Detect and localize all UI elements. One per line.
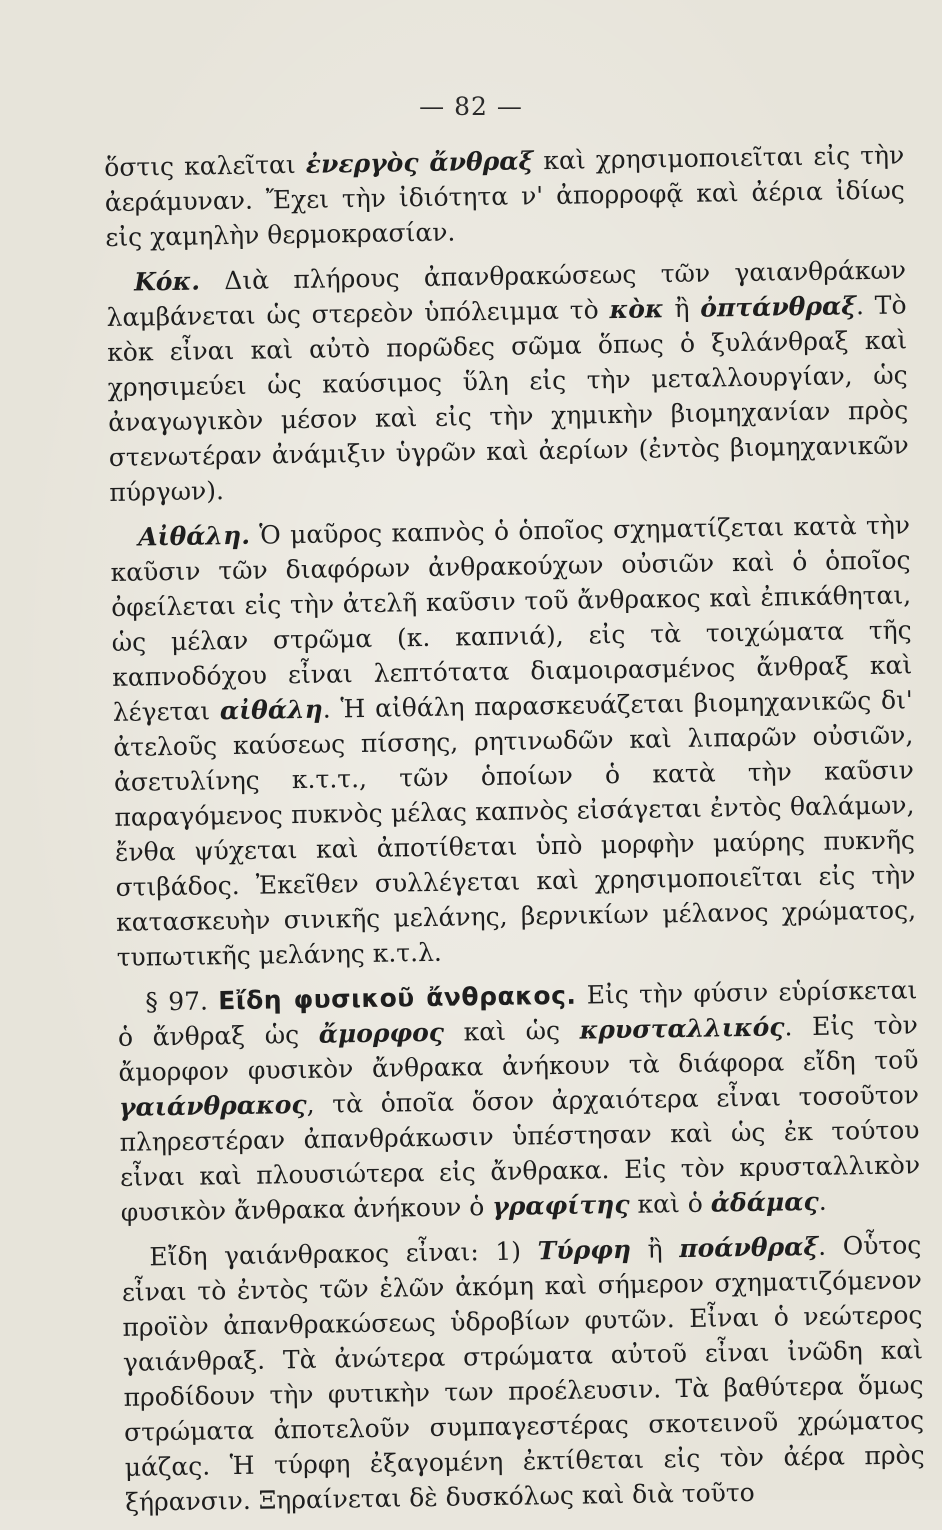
section-number: § 97. bbox=[145, 986, 209, 1017]
paragraph-peat bbox=[121, 1227, 925, 1520]
text-run: καὶ χρησιμοποιεῖται εἰς τὴν ἀεράμυναν. Ἔχει τὴν ἰδιότητα ν' ἀπορροφᾷ καὶ ἀέρια ἰδίως εἰς χαμηλὴν θερμοκρασίαν. bbox=[104, 140, 905, 252]
paragraph-coke bbox=[106, 252, 910, 510]
term-active-carbon: ἐνεργὸς ἄνθραξ bbox=[305, 146, 534, 179]
text-run: , τὰ ὁποῖα ὅσον ἀρχαιότερα εἶναι τοσοῦτον πληρεστέραν ἀπανθράκωσιν ὑπέστησαν καὶ ὡς ἐκ τούτου εἶναι καὶ πλουσιώτερα εἰς ἄνθρακα. Εἰς τὸν κρυσταλλικὸν φυσικὸν ἄνθρακα ἀνήκουν ὁ bbox=[119, 1080, 921, 1227]
term-coal: γαιάνθρακος bbox=[118, 1089, 307, 1122]
paragraph-active-carbon bbox=[104, 137, 906, 255]
term-amorphous: ἄμορφος bbox=[318, 1017, 445, 1049]
text-run: . bbox=[818, 1186, 827, 1216]
text-run: Εἰς τὴν φύσιν εὑρίσκεται ὁ ἄνθραξ ὡς bbox=[117, 975, 918, 1052]
text-run: . Τὸ κὸκ εἶναι καὶ αὐτὸ πορῶδες σῶμα ὅπως ὁ ξυλάνθραξ καὶ χρησιμεύει ὡς καύσιμος ὕλη εἰς τὴν μεταλλουργίαν, ὡς ἀναγωγικὸν μέσον καὶ εἰς τὴν χημικὴν βιομηχανίαν πρὸς στενωτέραν ἀνάμιξιν ὑγρῶν καὶ ἀερίων (ἐντὸς βιομηχανικῶν πύργων). bbox=[106, 290, 909, 507]
text-run: ὅστις καλεῖται bbox=[104, 149, 307, 182]
term-soot: αἰθάλη bbox=[219, 694, 324, 726]
text-run: καὶ ὁ bbox=[629, 1188, 712, 1219]
page-number: — 82 — bbox=[419, 92, 523, 121]
term-graphite: γραφίτης bbox=[492, 1189, 630, 1222]
term-peat: Τύρφη bbox=[537, 1234, 632, 1266]
term-crystalline: κρυσταλλικός bbox=[579, 1012, 785, 1045]
text-run: ἢ bbox=[630, 1234, 680, 1264]
text-run: καὶ ὡς bbox=[443, 1015, 580, 1047]
heading-soot: Αἰθάλη. bbox=[137, 520, 251, 552]
text-run: Εἴδη γαιάνθρακος εἶναι: 1) bbox=[149, 1236, 538, 1272]
paragraph-section-97 bbox=[117, 972, 921, 1230]
body-text bbox=[104, 137, 926, 1529]
text-run: . Οὗτος εἶναι τὸ ἐντὸς τῶν ἑλῶν ἀκόμη καὶ σήμερον σχηματιζόμενον προϊὸν ἀπανθρακώσεως ὑδροβίων φυτῶν. Εἶναι ὁ νεώτερος γαιάνθραξ. Τὰ ἀνώτερα στρώματα αὐτοῦ εἶναι ἰνῶδη καὶ προδίδουν τὴν φυτικὴν των προέλευσιν. Τὰ βαθύτερα ὅμως στρώματα ἀποτελοῦν συμπαγεστέρας σκοτεινοῦ χρώματος μάζας. Ἡ τύρφη ἐξαγομένη ἐκτίθεται εἰς τὸν ἀέρα πρὸς ξήρανσιν. Ξηραίνεται δὲ δυσκόλως καὶ διὰ τοῦτο bbox=[121, 1230, 925, 1517]
heading-coke: Κόκ. bbox=[133, 266, 201, 297]
section-title: Εἴδη φυσικοῦ ἄνθρακος. bbox=[218, 980, 577, 1016]
text-run: . Ἡ αἰθάλη παρασκευάζεται βιομηχανικῶς δι' ἀτελοῦς καύσεως πίσσης, ρητινωδῶν καὶ λιπαρῶν οὐσιῶν, ἀσετυλίνης κ.τ.τ., τῶν ὁποίων ὁ κατὰ τὴν καῦσιν παραγόμενος πυκνὸς μέλας καπνὸς εἰσάγεται ἐντὸς θαλάμων, ἔνθα ψύχεται καὶ ἀποτίθεται ὑπὸ μορφὴν μαύρης πυκνῆς στιβάδος. Ἐκεῖθεν συλλέγεται καὶ χρησιμοποιεῖται εἰς τὴν κατασκευὴν σινικῆς μελάνης, βερνικίων μέλανος χρώματος, τυπωτικῆς μελάνης κ.τ.λ. bbox=[113, 685, 917, 972]
text-run: . Εἰς τὸν ἄμορφον φυσικὸν ἄνθρακα ἀνήκουν τὰ διάφορα εἴδη τοῦ bbox=[118, 1010, 919, 1087]
text-run: Ὁ μαῦρος καπνὸς ὁ ὁποῖος σχηματίζεται κατὰ τὴν καῦσιν τῶν διαφόρων ἀνθρακούχων οὐσιῶν καὶ ὁ ὁποῖος ὀφείλεται εἰς τὴν ἀτελῆ καῦσιν τοῦ ἄνθρακος καὶ ἐπικάθηται, ὡς μέλαν στρῶμα (κ. καπνιά), εἰς τὰ τοιχώματα τῆς καπνοδόχου εἶναι λεπτότατα διαμοιρασμένος ἄνθραξ καὶ λέγεται bbox=[110, 510, 913, 727]
term-poanthrax: ποάνθραξ bbox=[679, 1231, 819, 1264]
term-coke: κὸκ bbox=[609, 294, 664, 325]
text-run: Διὰ πλήρους ἀπανθρακώσεως τῶν γαιανθράκων λαμβάνεται ὡς στερεὸν ὑπόλειμμα τὸ bbox=[106, 255, 907, 332]
paragraph-soot bbox=[110, 507, 917, 975]
term-diamond: ἀδάμας bbox=[710, 1186, 819, 1218]
term-optanthrax: ὀπτάνθραξ bbox=[700, 291, 857, 323]
text-run: ἢ bbox=[663, 293, 701, 324]
